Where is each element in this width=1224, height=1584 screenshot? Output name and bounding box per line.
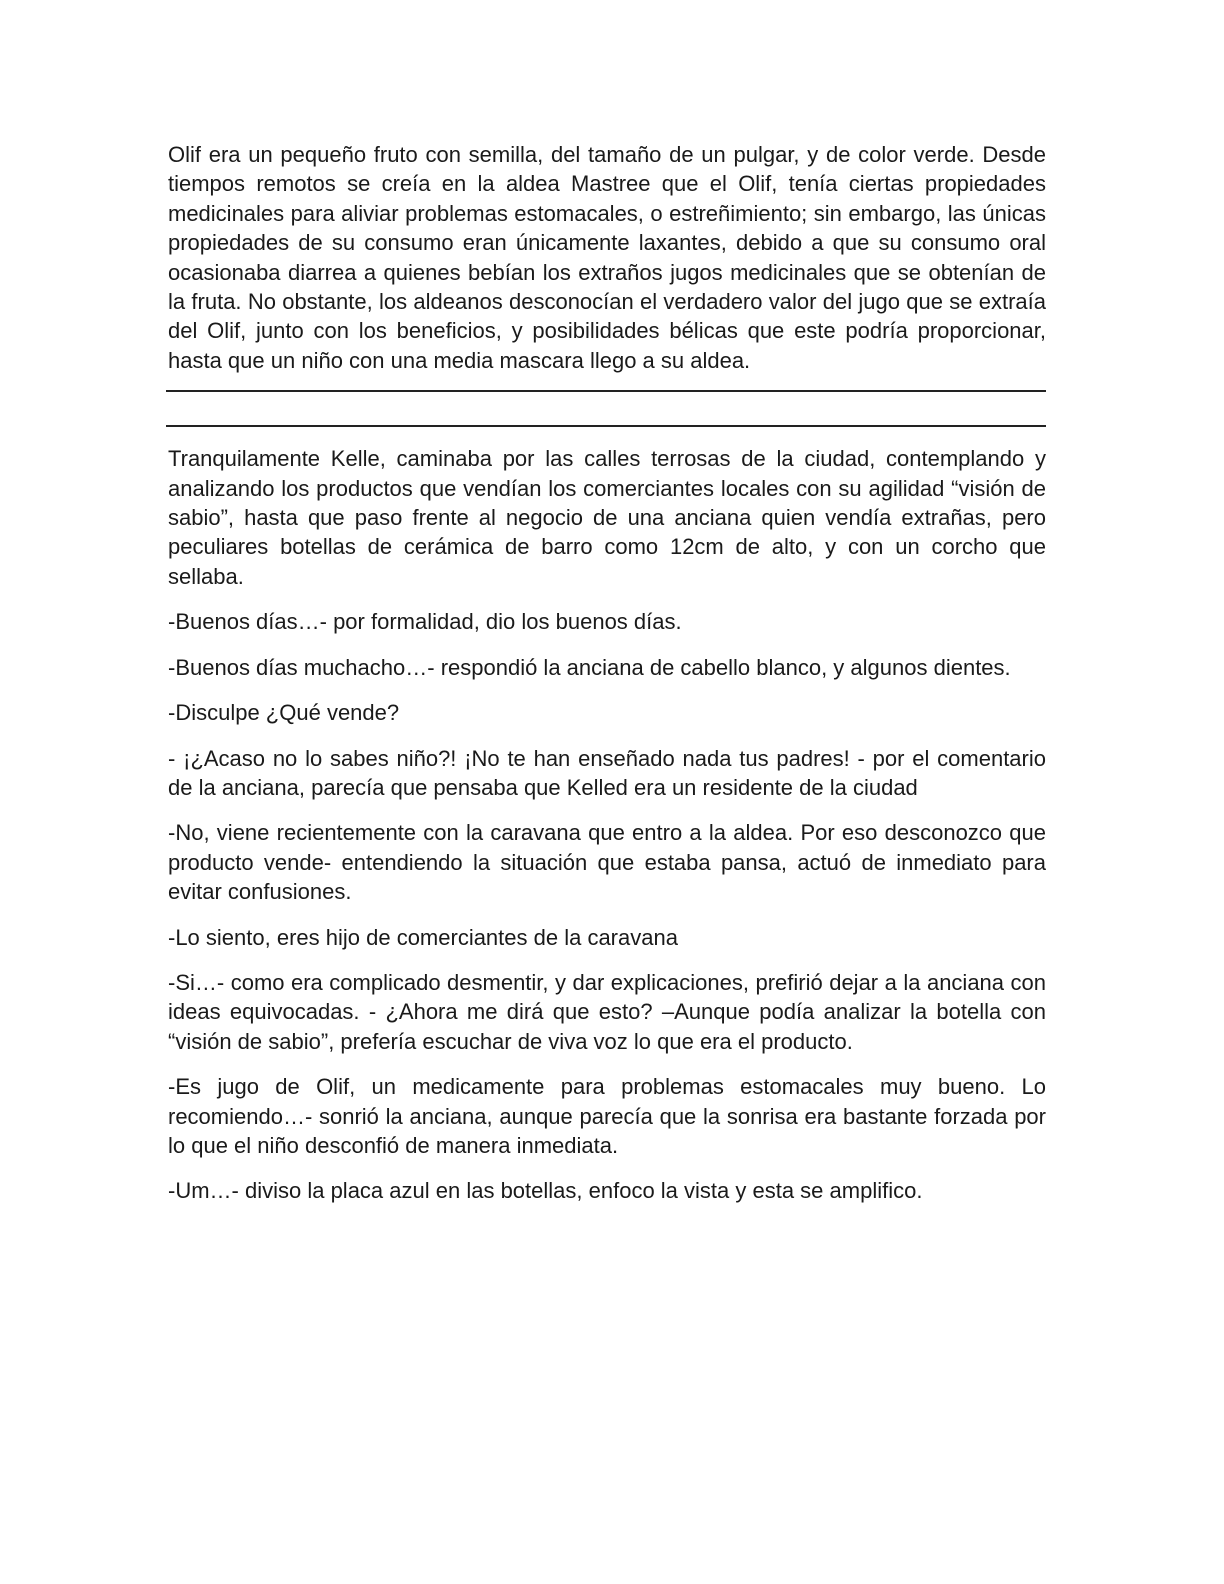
dialogue-line: -Disculpe ¿Qué vende?: [168, 700, 400, 726]
story-body: [168, 444, 1046, 1206]
dialogue-line: -Buenos días muchacho…- respondió la anciana de cabello blanco, y algunos dientes.: [168, 654, 1011, 680]
section-divider-top: [166, 390, 1046, 392]
dialogue-line: -No, viene recientemente con la caravana que entro a la aldea. Por eso desconozco que producto vende- entendiendo la situación que estaba pansa, actuó de inmediato para evitar confusiones.: [168, 820, 1046, 905]
dialogue-line: -Lo siento, eres hijo de comerciantes de la caravana: [168, 924, 678, 950]
intro-paragraph: Olif era un pequeño fruto con semilla, del tamaño de un pulgar, y de color verde. Desde tiempos remotos se creía en la aldea Mastree que el Olif, tenía ciertas propiedades medicinales para aliviar problemas estomacales, o estreñimiento; sin embargo, las únicas propiedades de su consumo eran únicamente laxantes, debido a que su consumo oral ocasionaba diarrea a quienes bebían los extraños jugos medicinales que se obtenían de la fruta. No obstante, los aldeanos desconocían el verdadero valor del jugo que se extraía del Olif, junto con los beneficios, y posibilidades bélicas que este podría proporcionar, hasta que un niño con una media mascara llego a su aldea.: [168, 142, 1046, 373]
dialogue-line: -Buenos días…- por formalidad, dio los buenos días.: [168, 609, 682, 635]
dialogue-line: -Es jugo de Olif, un medicamente para problemas estomacales muy bueno. Lo recomiendo…- sonrió la anciana, aunque parecía que la sonrisa era bastante forzada por lo que el niño desconfió de manera inmediata.: [168, 1074, 1046, 1158]
dialogue-line: -Si…- como era complicado desmentir, y dar explicaciones, prefirió dejar a la anciana con ideas equivocadas. - ¿Ahora me dirá que esto? –Aunque podía analizar la botella con “visión de sabio”, prefería escuchar de viva voz lo que era el producto.: [168, 969, 1046, 1054]
document-page: [168, 140, 1046, 1222]
story-paragraph: Tranquilamente Kelle, caminaba por las calles terrosas de la ciudad, contemplando y analizando los productos que vendían los comerciantes locales con su agilidad “visión de sabio”, hasta que paso frente al negocio de una anciana quien vendía extrañas, pero peculiares botellas de cerámica de barro como 12cm de alto, y con un corcho que sellaba.: [168, 446, 1046, 589]
dialogue-line: - ¡¿Acaso no lo sabes niño?! ¡No te han enseñado nada tus padres! - por el comentario de la anciana, parecía que pensaba que Kelled era un residente de la ciudad: [168, 745, 1046, 800]
section-divider-bottom: [166, 425, 1046, 427]
dialogue-line: -Um…- diviso la placa azul en las botellas, enfoco la vista y esta se amplifico.: [168, 1178, 923, 1204]
